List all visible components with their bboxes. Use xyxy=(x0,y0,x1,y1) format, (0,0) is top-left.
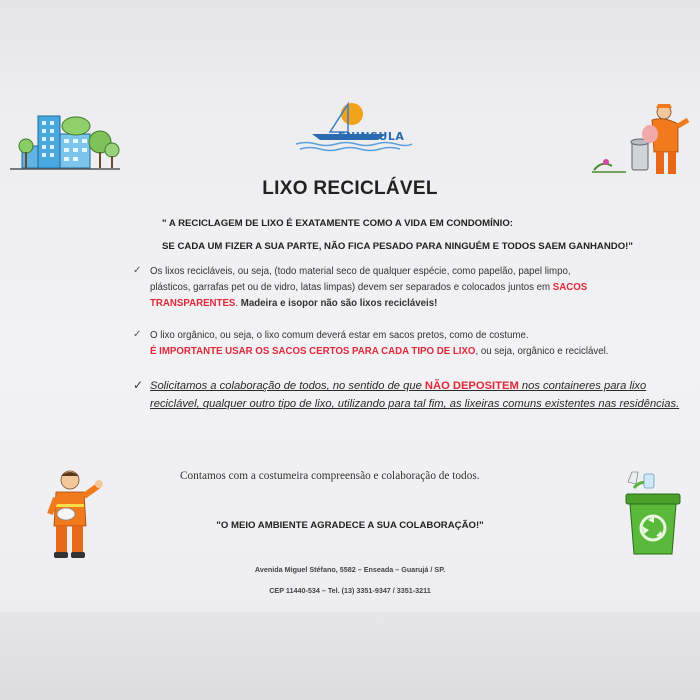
item2-highlight: É IMPORTANTE USAR OS SACOS CERTOS PARA CADA TIPO DE LIXO xyxy=(150,346,476,357)
contact-line: CEP 11440-534 – Tel. (13) 3351-9347 / 3351-3211 xyxy=(269,586,431,595)
recycle-bin-icon xyxy=(608,468,688,562)
check-icon: ✓ xyxy=(133,265,142,276)
background-bottom xyxy=(0,612,700,700)
closing-message: Contamos com a costumeira compreensão e colaboração de todos. xyxy=(180,470,480,482)
organic-info-paragraph xyxy=(150,328,630,360)
city-buildings-icon xyxy=(10,112,120,174)
collaboration-request-paragraph xyxy=(150,377,680,413)
quote-line-1: " A RECICLAGEM DE LIXO É EXATAMENTE COMO A VIDA EM CONDOMÍNIO: xyxy=(162,218,513,229)
item3-highlight: NÃO DEPOSITEM xyxy=(424,380,519,392)
logo-text: ENINSULA xyxy=(338,130,405,143)
item1-bold-tail: Madeira e isopor não são lixos recicláveis! xyxy=(240,298,438,309)
recycling-worker-icon xyxy=(44,468,106,560)
company-logo xyxy=(290,96,420,156)
sailboat-sun-icon xyxy=(290,96,420,156)
sanitation-worker-icon xyxy=(592,100,692,180)
item3-text-b: nos containeres para lixo reciclável, qualquer outro tipo de lixo, utilizando para tal fim, as lixeiras comuns existentes nas residências. xyxy=(150,380,680,410)
item1-text-a: Os lixos recicláveis, ou seja, (todo material seco de qualquer espécie, como papelão, papel limpo, plásticos, garrafas pet ou de vidro, latas limpas) devem ser separados e colocados juntos em xyxy=(150,266,571,293)
check-icon: ✓ xyxy=(133,378,144,392)
item2-text-a: O lixo orgânico, ou seja, o lixo comum deverá estar em sacos pretos, como de costume. xyxy=(150,330,529,341)
page-title: LIXO RECICLÁVEL xyxy=(262,178,438,199)
address-line: Avenida Miguel Stéfano, 5582 – Enseada – Guarujá / SP. xyxy=(254,565,446,574)
environment-slogan: "O MEIO AMBIENTE AGRADECE A SUA COLABORAÇÃO!" xyxy=(216,520,484,531)
quote-line-2: SE CADA UM FIZER A SUA PARTE, NÃO FICA PESADO PARA NINGUÉM E TODOS SAEM GANHANDO!" xyxy=(162,241,633,252)
check-icon: ✓ xyxy=(133,329,142,340)
item1-text-b: . xyxy=(235,298,241,309)
item3-text-a: Solicitamos a colaboração de todos, no sentido de que xyxy=(150,380,425,392)
recyclable-info-paragraph xyxy=(150,264,590,312)
item2-text-b: , ou seja, orgânico e reciclável. xyxy=(475,346,609,357)
item1-highlight: SACOS TRANSPARENTES xyxy=(150,282,588,309)
